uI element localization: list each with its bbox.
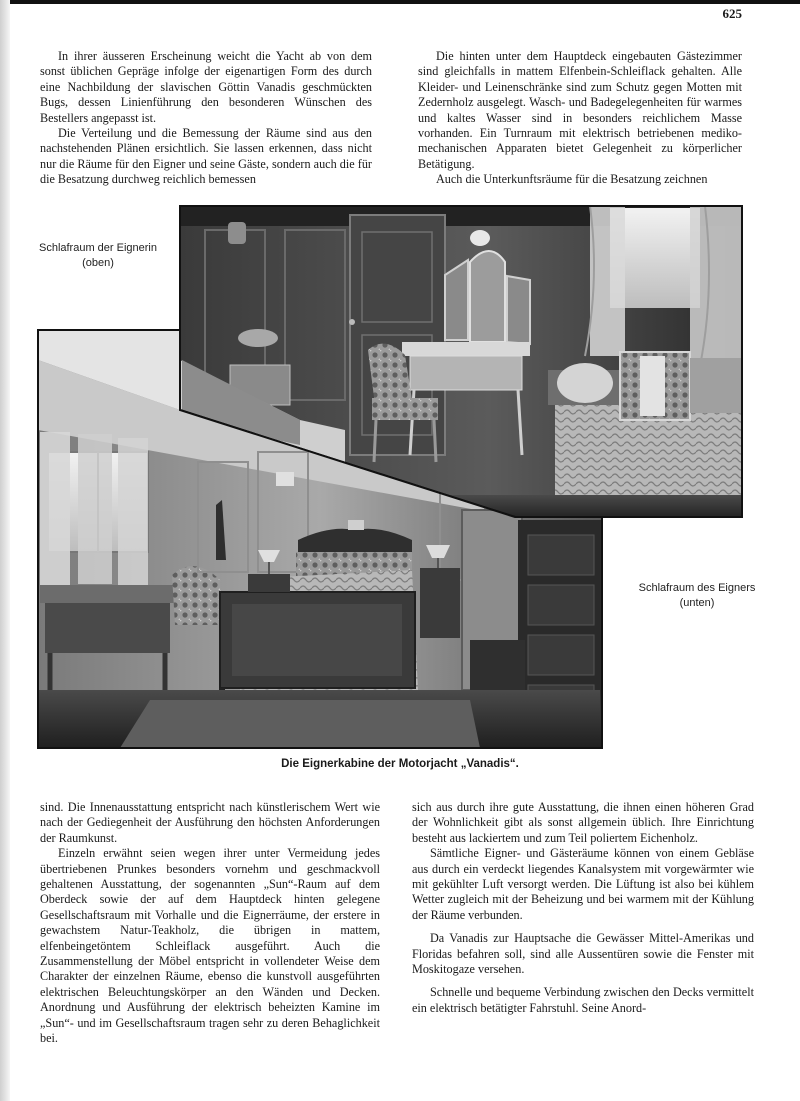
- top-border: [0, 0, 800, 4]
- photo-owner-bedroom: [38, 330, 602, 750]
- paragraph: Da Vanadis zur Hauptsache die Gewässer Mittel-Amerikas und Floridas befahren soll, sind alle Aussentüren sowie die Fenster mit Moskitogaze versehen.: [412, 931, 754, 977]
- text-column-bottom-left: [40, 800, 380, 1046]
- caption-line: Schlafraum des Eigners: [638, 582, 756, 594]
- caption-top-photo: [28, 241, 168, 271]
- page-binding-shadow: [0, 0, 10, 1101]
- figure-caption: Die Eignerkabine der Motorjacht „Vanadis“.: [281, 758, 519, 770]
- paragraph: sich aus durch ihre gute Ausstattung, die ihnen einen höheren Grad der Wohnlichkeit gibt als sonst allgemein üblich. Ihre Einrichtung besteht aus lackiertem und zum Teil poliertem Eichenholz.: [412, 800, 754, 845]
- paragraph: sind. Die Innenausstattung entspricht nach künstlerischem Wert wie nach der Gediegenheit der Ausführung den höchsten Anforderungen der Raumkunst.: [40, 800, 380, 845]
- caption-line: (unten): [679, 597, 715, 609]
- caption-bottom-photo: [622, 581, 772, 611]
- paragraph: In ihrer äusseren Erscheinung weicht die Yacht ab von dem sonst üblichen Gepräge infolge der eigenartigen Form des durch eine Nachbildung der slavischen Göttin Vanadis geschmückten Bugs, dessen Linienführung den besonderen Wünschen des Bestellers angepasst ist.: [40, 49, 372, 125]
- caption-line: Schlafraum der Eignerin: [38, 242, 157, 254]
- photo-owner-wife-bedroom: [180, 206, 745, 520]
- paragraph: Schnelle und bequeme Verbindung zwischen den Decks vermittelt ein elektrisch betätigter Fahrstuhl. Seine Anord-: [412, 985, 754, 1015]
- paragraph: Sämtliche Eigner- und Gästeräume können von einem Gebläse aus durch ein verdeckt liegendes Kanalsystem mit vorgewärmter wie mit gekühlter Luft versorgt werden. Die Lüftung ist also bei kühlem Wetter zugleich mit der Beheizung und bei warmem mit der Kühlung der Räume verbunden.: [412, 846, 754, 922]
- caption-line: (oben): [82, 257, 114, 269]
- paragraph: Auch die Unterkunftsräume für die Besatzung zeichnen: [436, 172, 708, 187]
- paragraph: Einzeln erwähnt seien wegen ihrer unter Vermeidung jedes übertriebenen Prunkes besonders vornehm und geschmackvoll gehaltenen Ausstattung, der sogenannten „Sun“-Raum auf dem Oberdeck sowie der auf dem Hauptdeck hinten gelegene Gesellschaftsraum mit Vorhalle und die Eignerräume, der erstere in gewachstem Natur-Teakholz, die übrigen in mattem, elfenbeingetöntem Schleiflack ausgeführt. Auch die Zusammenstellung der Möbel entspricht in vollendeter Weise dem Charakter der einzelnen Räume, ebenso die kunstvoll ausgeführten elektrischen Beleuchtungskörper an den Wänden und Decken. Anordnung und Ausführung der elektrisch beheizten Kamine im „Sun“- und im Gesellschaftsraum tragen sehr zu deren Behaglichkeit bei.: [40, 846, 380, 1046]
- text-column-bottom-right: [412, 800, 754, 1030]
- paragraph: Die hinten unter dem Hauptdeck eingebauten Gästezimmer sind gleichfalls in mattem Elfenbein-Schleiflack gehalten. Alle Kleider- und Leinenschränke sind zum Schutz gegen Motten mit Zedernholz ausgelegt. Wasch- und Badegelegenheiten für warmes und kaltes Wasser sind in besonders reichlichem Masse vorhanden. Ein Turnraum mit elektrisch betriebenen mediko-mechanischen Apparaten bietet Gelegenheit zu körperlicher Betätigung.: [418, 49, 742, 171]
- text-column-top-left: [40, 49, 372, 187]
- page-number: 625: [722, 6, 742, 21]
- text-column-top-right: [418, 49, 742, 187]
- paragraph: Die Verteilung und die Bemessung der Räume sind aus den nachstehenden Plänen ersichtlich. Sie lassen erkennen, dass nicht nur die Räume für den Eigner und seine Gäste, sondern auch die für die Besatzung durchweg reichlich bemessen: [40, 126, 372, 187]
